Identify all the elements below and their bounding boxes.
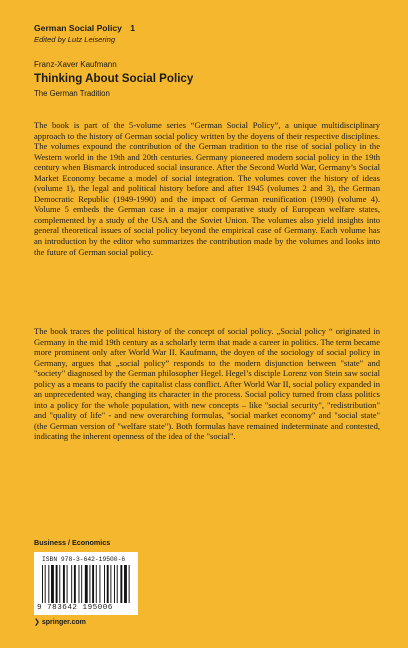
description-paragraph-book: The book traces the political history of the concept of social policy. „Social policy “ originated in Germany in the mid 19th century as a scholarly term that made a career in politics. The term became more prominent only after World War II. Kaufmann, the doyen of the sociology of social policy in Germany, argues that „social policy” responds to the modern disjunction between "state" and "society" diagnosed by the German philosopher Hegel. Hegel’s disciple Lorenz von Stein saw social policy as a means to pacify the capitalist class conflict. After World War II, social policy expanded in an unprecedented way, changing its character in the process. Social policy turned from class politics into a policy for the whole population, with new concepts – like "social security", "redistribution" and "quality of life" - and new overarching formulas, "social market economy" and "social state" (the German version of "welfare state"). Both formulas have remained indeterminate and contested, indicating the inherent openness of the idea of the "social". — [34, 326, 380, 442]
book-title: Thinking About Social Policy — [34, 72, 194, 85]
series-name: German Social Policy — [34, 23, 122, 33]
book-subtitle: The German Tradition — [34, 89, 110, 98]
isbn-label: ISBN 978-3-642-19500-6 — [42, 556, 126, 563]
series-header — [34, 23, 141, 44]
description-paragraph-series: The book is part of the 5-volume series “German Social Policy”, a unique multidisciplinary approach to the history of German social policy written by the doyens of their respective disciplines. The volumes expound the contribution of the German tradition to the rise of social policy in the Western world in the 19th and 20th centuries. Germany pioneered modern social policy in the 19th century when Bismarck introduced social insurance. After the Second World War, Germany’s Social Market Economy became a model of social integration. The volumes cover the history of ideas (volume 1), the legal and political history before and after 1945 (volumes 2 and 3), the German Democratic Republic (1949-1990) and the impact of German reunification (1990) (volume 4). Volume 5 embeds the German case in a major comparative study of European welfare states, complemented by a study of the USA and the Soviet Union. The volumes also yield insights into general theoretical issues of social policy beyond the empirical case of Germany. Each volume has an introduction by the editor who summarizes the contribution made by the volumes and looks into the future of German social policy. — [34, 120, 380, 257]
title-block — [34, 60, 193, 98]
book-author: Franz-Xaver Kaufmann — [34, 60, 117, 69]
publisher-name: springer.com — [41, 619, 86, 626]
barcode-box — [34, 552, 138, 615]
subject-category: Business / Economics — [34, 538, 111, 547]
series-editor: Edited by Lutz Leisering — [34, 35, 116, 44]
barcode-digits: 9 783642 195006 — [37, 604, 113, 612]
chevron-right-icon: ❯ — [34, 619, 40, 626]
publisher-url[interactable] — [34, 618, 86, 626]
series-line — [34, 23, 141, 33]
series-volume: 1 — [130, 23, 136, 33]
barcode-icon — [42, 565, 132, 603]
